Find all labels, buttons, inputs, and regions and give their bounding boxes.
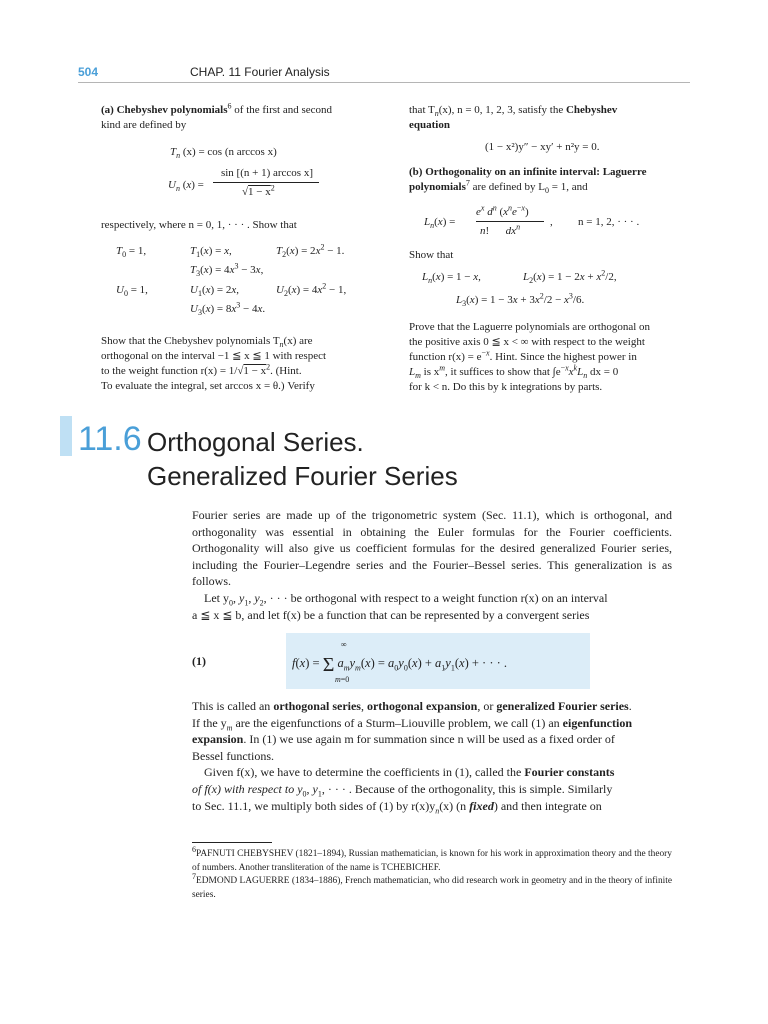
u0: $U_0 = 1$, [116, 284, 148, 299]
chapter-header: CHAP. 11 Fourier Analysis [190, 65, 330, 79]
header-rule [78, 82, 690, 83]
un-numerator: sin [(n + 1) arccos x] [220, 167, 314, 179]
t1: $T_1(x) = x$, [190, 245, 232, 260]
ln-condition: n = 1, 2, · · · . [578, 216, 640, 228]
respectively-line: respectively, where n = 0, 1, · · · . Show that [101, 219, 297, 231]
un-fraction-bar [213, 182, 319, 183]
ln-numerator: $e^x$ $d^n$ $(x^ne^{-x})$ [476, 203, 529, 218]
body-paragraph-2: This is called an orthogonal series, orthogonal expansion, or generalized Fourier series. If the $y_m$ are the eigenfunctions of a Sturm–Liouville problem, we call (1) an eigenfunction expansion. In (1) we use again m for summation since n will be used as a fixed order of Bessel functions. Given f(x), we have to determine the coefficients in (1), called the Fourier constants of f(x) with respect to $y_0$, $y_1$, · · · . Because of the orthogonality, this is simple. Similarly to Sec. 11.1, we multiply both sides of (1) by $r(x)y_n(x)$ (n fixed) and then integrate on [192, 699, 633, 815]
footnotes [192, 844, 672, 902]
ln-denominator: n! $dx^n$ [480, 222, 521, 237]
right-column: that $T_n(x)$, n = 0, 1, 2, 3, satisfy the Chebyshev equation [409, 104, 618, 131]
body-paragraph-1: Fourier series are made up of the trigonometric system (Sec. 11.1), which is orthogonal, and orthogonality was essential in obtaining the Euler formulas for the Fourier coefficients. Orthogonality will also give us coefficient formulas for the desired generalized Fourier series, including the Fourier–Legendre series and the Fourier–Bessel series. This generalization is as follows. Let $y_0$, $y_1$, $y_2$, · · · be orthogonal with respect to a weight function r(x) on an interval a ≦ x ≦ b, and let f(x) be a function that can be represented by a convergent series [192, 508, 672, 622]
un-denominator: $√1 - x^2$ [242, 183, 275, 198]
laguerre-intro: (b) Orthogonality on an infinite interval: Laguerre polynomials$^7$ are defined by $L_0 = 1$, and [409, 166, 647, 196]
left-column [101, 103, 364, 133]
section-number: 11.6 [78, 420, 142, 458]
un-label: $U_n$ (x) = [168, 179, 204, 194]
laguerre-paragraph: Prove that the Laguerre polynomials are orthogonal on the positive axis 0 ≦ x < ∞ with respect to the weight function $r(x) = e^{-x}$. Hint. Since the highest power in $L_m$ is $x^m$, it suffices to show that $\int e^{-x}x^kL_n$ dx = 0 for k < n. Do this by k integrations by parts. [409, 321, 651, 393]
chebyshev-intro-2: kind are defined by [101, 119, 187, 131]
t3: $T_3(x) = 4x^3 - 3x$, [190, 261, 264, 279]
chebyshev-paragraph: Show that the Chebyshev polynomials $T_n(x)$ are orthogonal on the interval −1 ≦ x ≦ 1 with respect to the weight function $r(x) = 1/√1 - x^2$. (Hint. To evaluate the integral, set arccos x = θ.) Verify [101, 335, 327, 392]
footnote-6: $^6$PAFNUTI CHEBYSHEV (1821–1894), Russian mathematician, is known for his work in approximation theory and the theory of numbers. Another transliteration of the name is TCHEBICHEF. [192, 844, 672, 873]
ln-fraction-bar [476, 221, 544, 222]
equation-label: (1) [192, 654, 206, 668]
section-accent-bar [60, 416, 72, 456]
chebyshev-equation: (1 − x²)y″ − xy′ + n²y = 0. [485, 141, 600, 153]
sum-lower: m=0 [335, 675, 350, 684]
footnote-rule [192, 842, 272, 843]
tn-definition: $T_n$ (x) = cos (n arccos x) [170, 146, 277, 161]
u2: $U_2(x) = 4x^2 - 1$, [276, 281, 347, 299]
u1: $U_1(x) = 2x$, [190, 284, 240, 299]
u3: $U_3(x) = 8x^3 - 4x$. [190, 300, 266, 318]
chebyshev-intro: (a) Chebyshev polynomials$^6$ of the first and second [101, 101, 333, 116]
series-equation: f(x) = Σ $a_my_m(x) = a_0y_0(x) + a_1y_1(x)$ + · · · . [292, 654, 508, 676]
page-number: 504 [78, 65, 99, 79]
show-that: Show that [409, 249, 454, 261]
footnote-7: $^7$EDMOND LAGUERRE (1834–1886), French mathematician, who did research work in geometry and in the theory of infinite series. [192, 871, 672, 900]
t0: $T_0 = 1$, [116, 245, 147, 260]
ln-lhs: $L_n(x)$ = [424, 216, 456, 231]
ln-comma: , [550, 216, 553, 228]
sum-upper: ∞ [341, 640, 347, 649]
section-title: Orthogonal Series. Generalized Fourier Series [147, 427, 458, 491]
l1-expression: $L_n(x) = 1 - x$, [422, 271, 481, 286]
l3-expression: $L_3(x) = 1 - 3x + 3x^2/2 - x^3/6$. [456, 291, 585, 309]
l2-expression: $L_2(x) = 1 - 2x + x^2/2$, [523, 268, 617, 286]
t2: $T_2(x) = 2x^2 - 1$. [276, 242, 345, 260]
